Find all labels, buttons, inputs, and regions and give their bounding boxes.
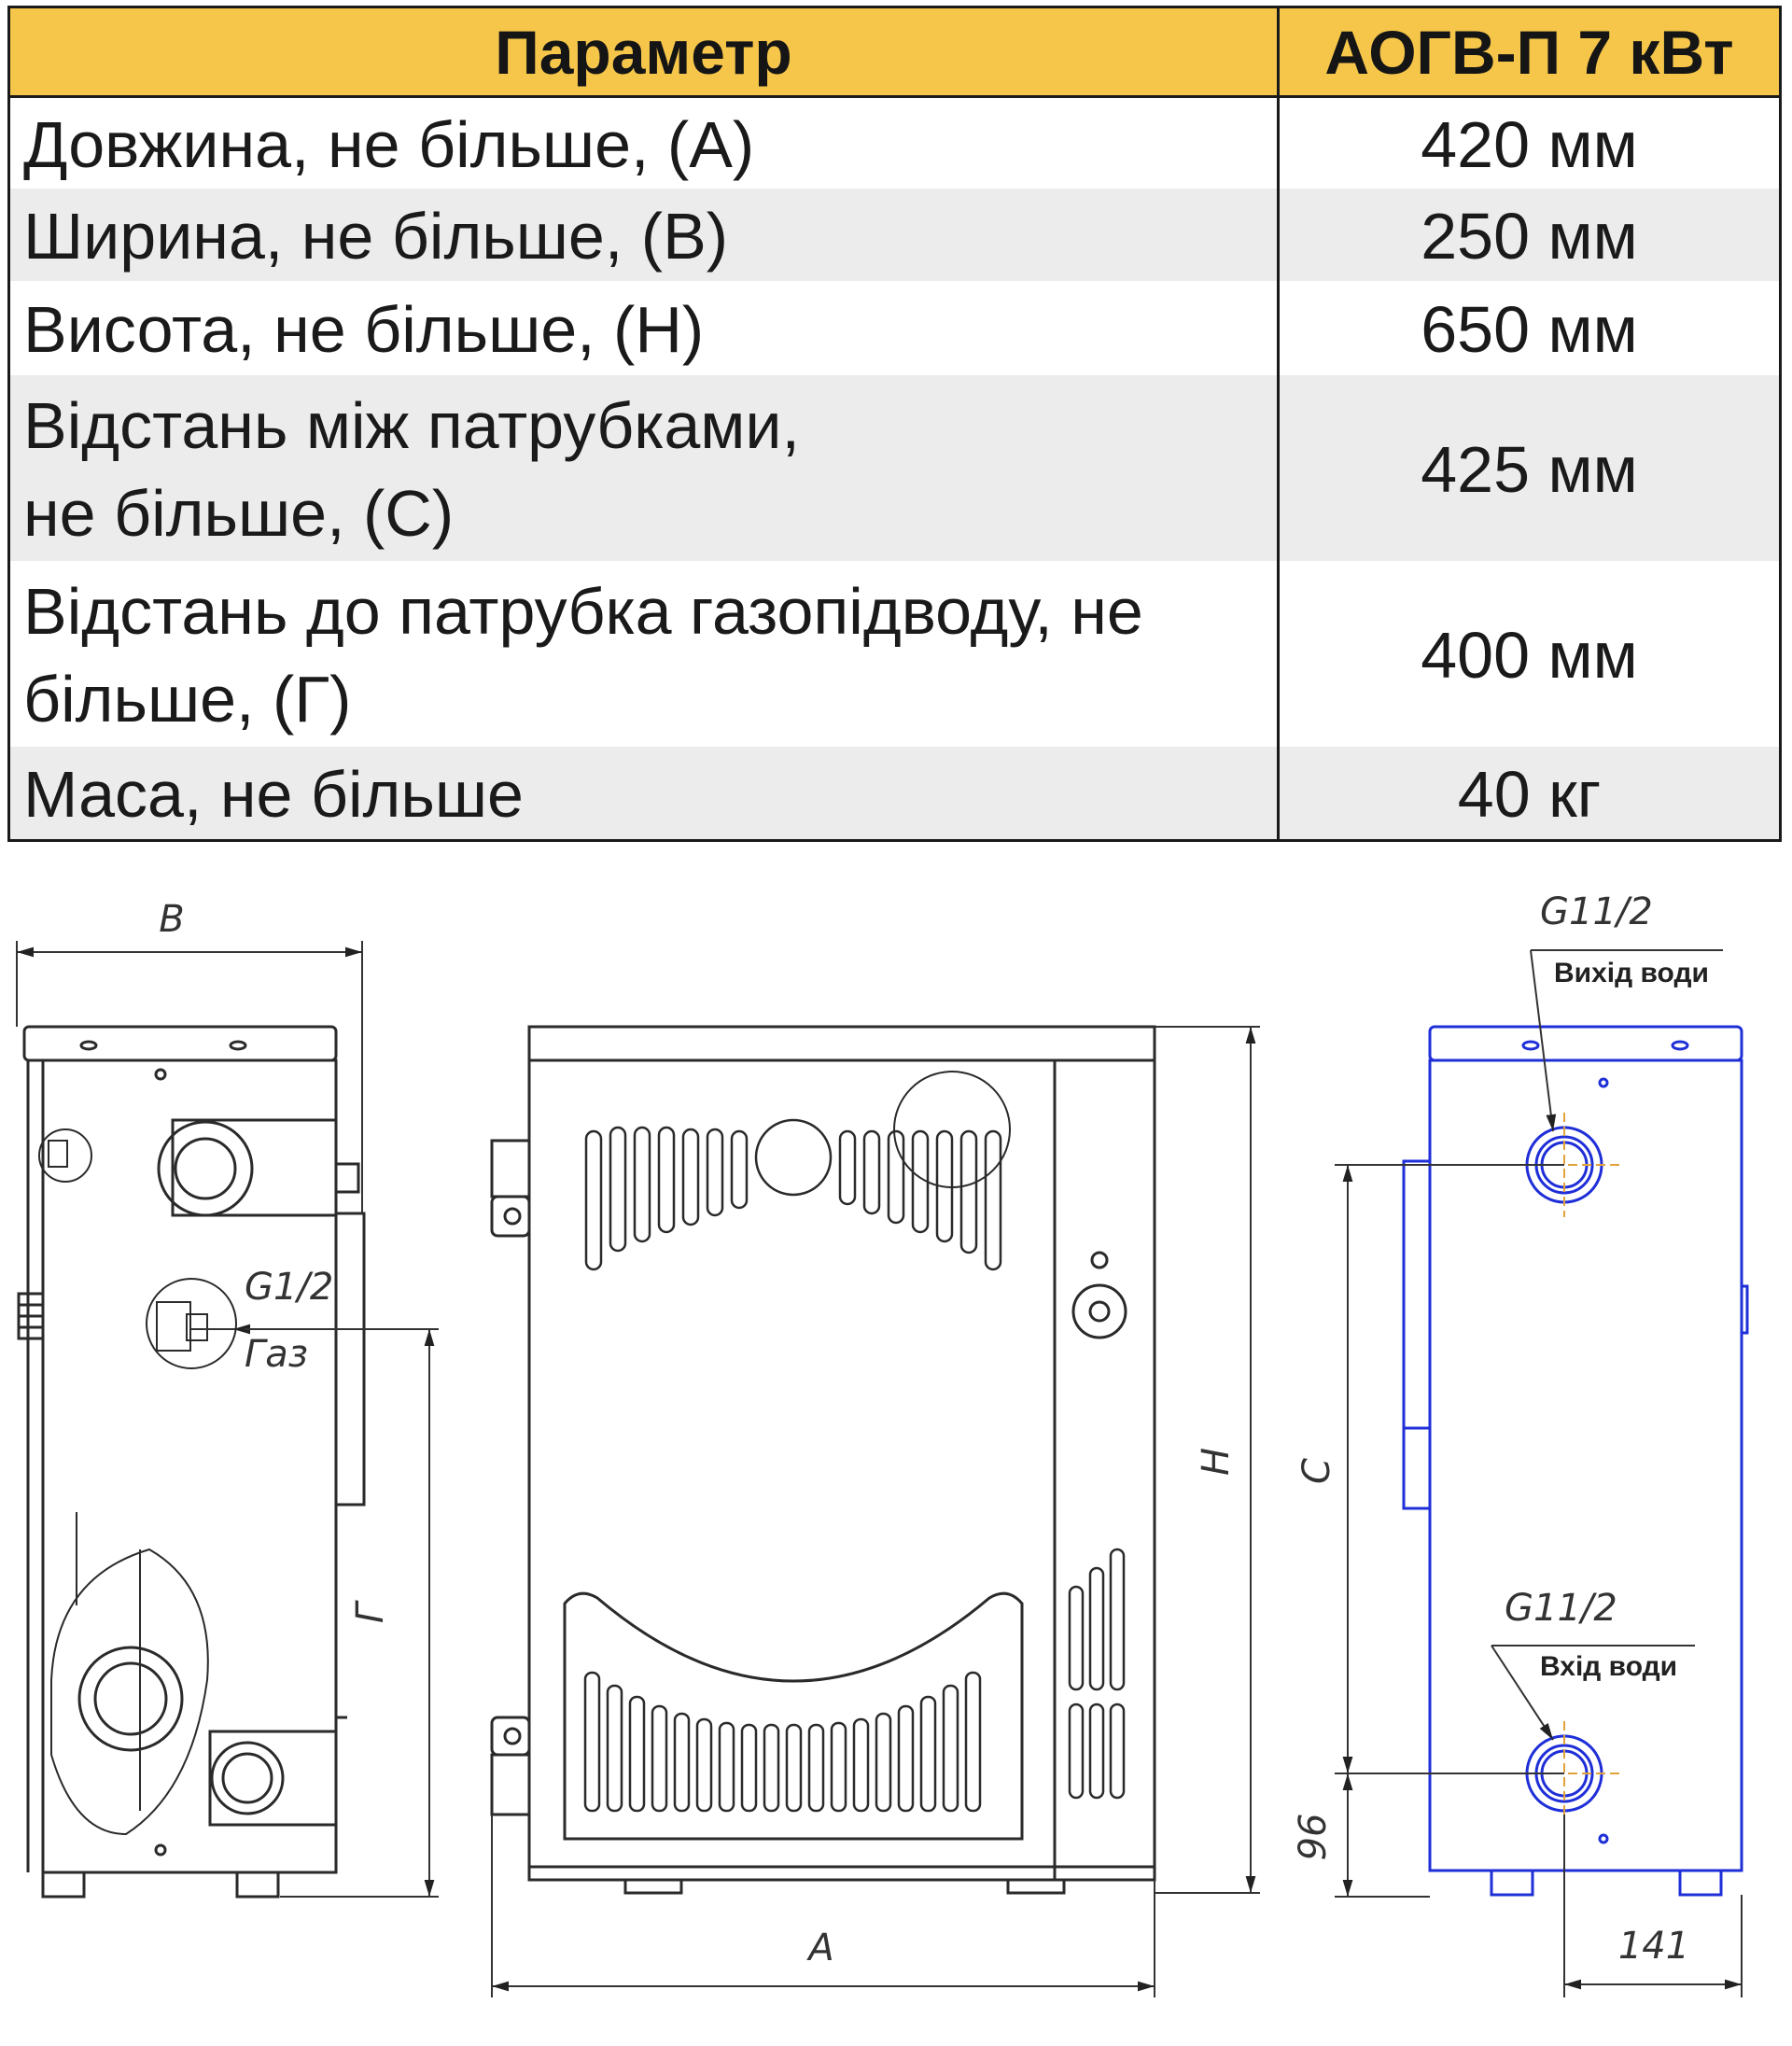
- param-mass: Маса, не більше: [9, 747, 1279, 841]
- header-parameter: Параметр: [9, 7, 1279, 97]
- front-view-dimensions: [492, 1027, 1260, 1997]
- dim-label-c: C: [1295, 1458, 1338, 1484]
- header-model: АОГВ-П 7 кВт: [1279, 7, 1781, 97]
- outlet-thread-label: G11/2: [1540, 890, 1653, 933]
- table-row: [9, 281, 1781, 375]
- value-mass: 40 кг: [1279, 747, 1781, 841]
- param-pipe-distance: [9, 375, 1279, 561]
- dim-label-141: 141: [1617, 1925, 1690, 1968]
- value-length: 420 мм: [1279, 97, 1781, 189]
- param-width: Ширина, не більше, (В): [9, 189, 1279, 281]
- table-row: [9, 97, 1781, 189]
- param-gas-distance-line1: Відстань до патрубка газопідводу, не: [23, 575, 1143, 648]
- param-length: Довжина, не більше, (А): [9, 97, 1279, 189]
- rear-view-dimensions: [1335, 950, 1742, 1997]
- value-height: 650 мм: [1279, 281, 1781, 375]
- table-row: [9, 561, 1781, 747]
- boiler-technical-drawing: [0, 840, 1792, 2044]
- dim-label-a: A: [808, 1927, 834, 1969]
- rear-view: [1404, 1027, 1747, 1895]
- dim-label-g: Г: [349, 1602, 392, 1624]
- value-width: 250 мм: [1279, 189, 1781, 281]
- param-pipe-distance-line2: не більше, (С): [23, 477, 455, 550]
- value-pipe-distance: 425 мм: [1279, 375, 1781, 561]
- dim-label-96: 96: [1292, 1813, 1335, 1861]
- param-gas-distance: [9, 561, 1279, 747]
- dim-label-b: B: [159, 898, 185, 941]
- gas-thread-label: G1/2: [245, 1266, 334, 1309]
- dim-label-h: H: [1195, 1447, 1238, 1477]
- spec-table: [7, 6, 1782, 842]
- side-view: [19, 1027, 364, 1897]
- table-row: [9, 375, 1781, 561]
- inlet-thread-label: G11/2: [1505, 1587, 1617, 1630]
- table-row: [9, 189, 1781, 281]
- param-gas-distance-line2: більше, (Г): [23, 663, 352, 736]
- param-height: Висота, не більше, (Н): [9, 281, 1279, 375]
- outlet-label: Вихід води: [1554, 958, 1709, 988]
- side-view-dimensions: [17, 941, 439, 1897]
- table-row: [9, 747, 1781, 841]
- rear-view-centerlines: [1512, 1113, 1622, 1826]
- param-pipe-distance-line1: Відстань між патрубками,: [23, 389, 800, 462]
- front-view: [492, 1027, 1155, 1893]
- table-header-row: [9, 7, 1781, 97]
- gas-label: Газ: [245, 1333, 309, 1376]
- value-gas-distance: 400 мм: [1279, 561, 1781, 747]
- inlet-label: Вхід води: [1540, 1651, 1678, 1682]
